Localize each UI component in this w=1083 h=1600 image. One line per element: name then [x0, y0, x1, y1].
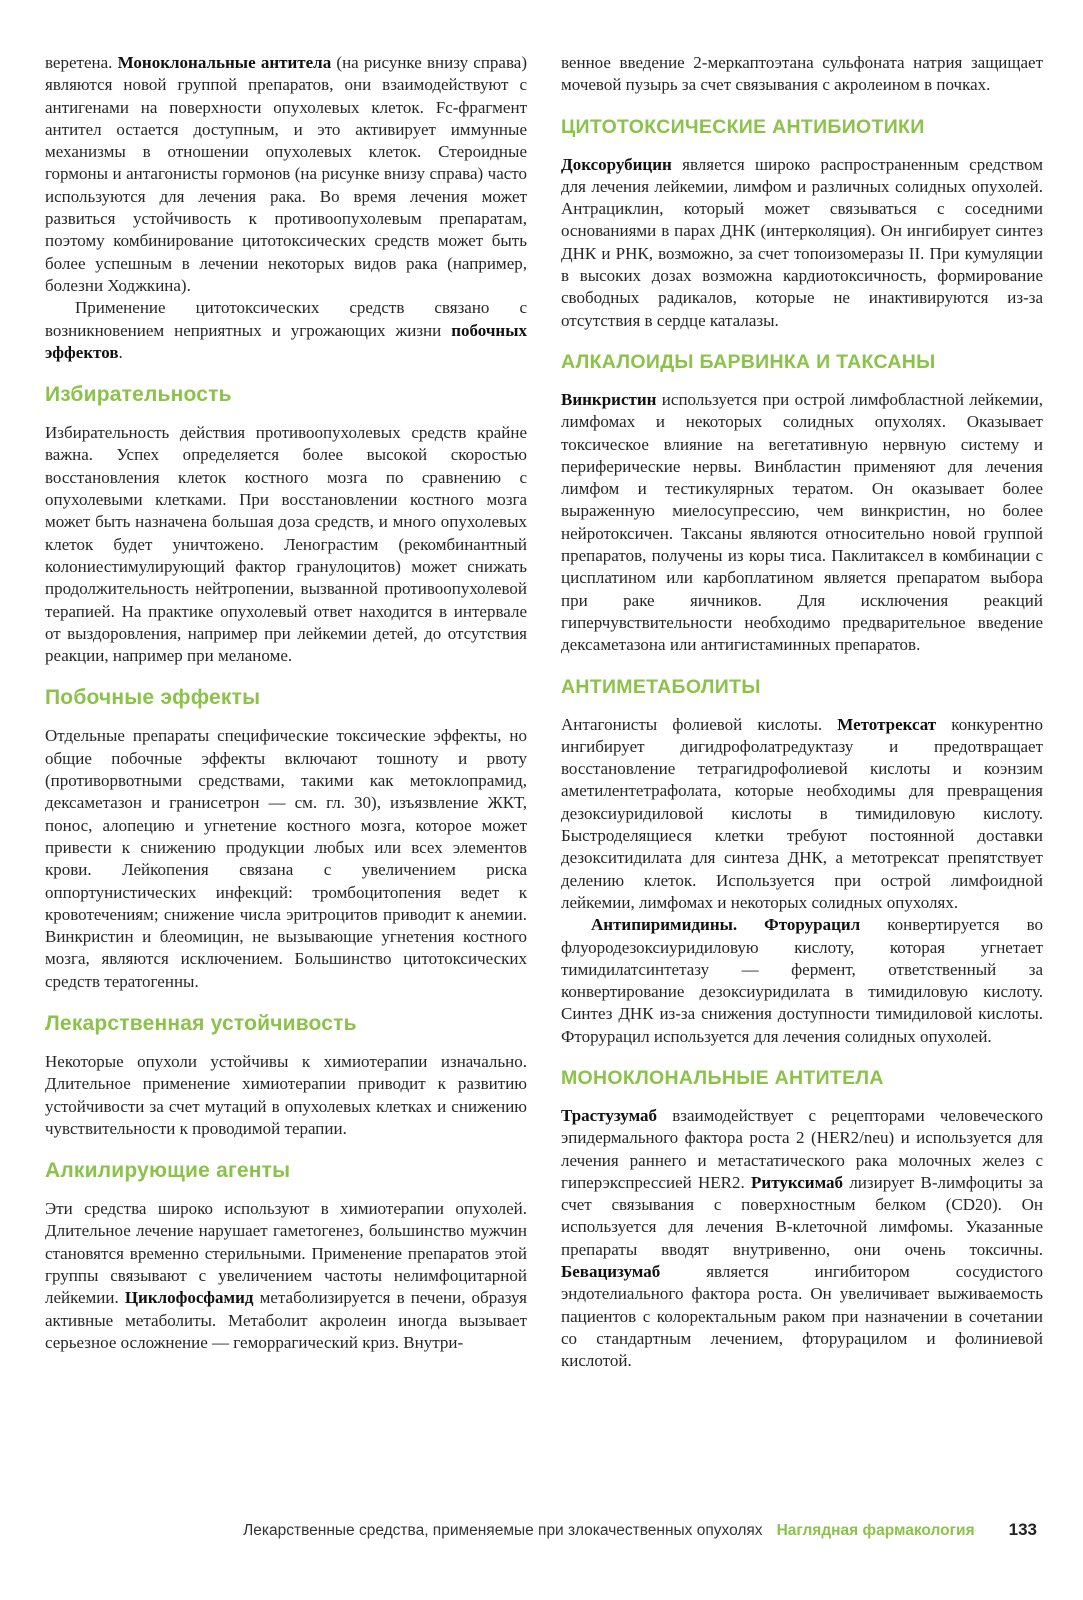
- paragraph-side-effects: Отдельные препараты специфические токсические эффекты, но общие побочные эффекты включают тошноту и рвоту (противорвотными средствами, такими как метоклопрамид, дексаметазон и гранисетрон — см. гл. 30), изъязвление ЖКТ, понос, алопецию и угнетение костного мозга, которое может привести к снижению продукции любых или всех элементов крови. Лейкопения связана с увеличением риска оппортунистических инфекций: тромбоцитопения ведет к кровотечениям; снижение числа эритроцитов приводит к анемии. Винкристин и блеомицин, не вызывающие угнетения костного мозга, являются исключением. Большинство цитотоксических средств тератогенны.: [45, 726, 527, 991]
- footer-chapter-title: Лекарственные средства, применяемые при злокачественных опухолях: [243, 1522, 763, 1539]
- paragraph-selectivity: Избирательность действия противоопухолевых средств крайне важна. Успех определяется более высокой скоростью восстановления клеток костного мозга по сравнению с опухолевыми клетками. При восстановлении костного мозга может быть назначена большая доза средств, и много опухолевых клеток будет уничтожено. Ленограстим (рекомбинантный колониестимулирующий фактор гранулоцитов) может снижать продолжительность нейтропении, вызванной противоопухолевой терапией. На практике опухолевый ответ находится в интервале от выздоровления, например при лейкемии детей, до отсутствия реакции, например при меланоме.: [45, 423, 527, 666]
- footer-book-title: Наглядная фармакология: [776, 1522, 975, 1539]
- bold-term: Моноклональные антитела: [117, 53, 332, 72]
- paragraph-antipyrimidines: Антипиримидины. Фторурацил конвертируется во флуородезоксиуридиловую кислоту, которая угнетает тимидилатсинтетазу — фермент, ответственный за конвертирование дезоксиуридилата в тимидиловую кислоту. Синтез ДНК из-за снижения доступности тимидиловой кислоты. Фторурацил используется для лечения солидных опухолей.: [561, 915, 1044, 1046]
- paragraph-side-effects-intro: Применение цитотоксических средств связано с возникновением неприятных и угрожающих жизни побочных эффектов.: [45, 298, 527, 362]
- bold-term: Винкристин: [561, 389, 657, 409]
- right-column: [561, 52, 1043, 1373]
- bold-term: Доксорубицин: [561, 154, 672, 174]
- page-footer: [0, 1520, 1037, 1540]
- heading-vinca-alkaloids: АЛКАЛОИДЫ БАРВИНКА И ТАКСАНЫ: [561, 350, 936, 373]
- bold-term: Ритуксимаб: [751, 1172, 844, 1192]
- paragraph-drug-resistance: Некоторые опухоли устойчивы к химиотерапии изначально. Длительное применение химиотерапии приводит к развитию устойчивости за счет мутаций в опухолевых клетках и снижению чувствительности к проводимой терапии.: [45, 1051, 527, 1138]
- paragraph-antifolates: Антагонисты фолиевой кислоты. Метотрексат конкурентно ингибирует дигидрофолатредуктазу и предотвращает восстановление тетрагидрофолиевой кислоты и коэнзим аметилентетрафолата, которые необходимы для превращения дезоксиуридиловой кислоты в тимидиловую кислоту. Быстроделящиеся клетки требуют постоянной доставки дезокситидилата для синтеза ДНК, а метотрексат препятствует делению клеток. Используется при острой лимфоидной лейкемии, лимфомах и некоторых солидных опухолях.: [561, 714, 1043, 912]
- bold-term: Циклофосфамид: [124, 1288, 254, 1308]
- paragraph-cytotoxic-antibiotics: Доксорубицин является широко распространенным средством для лечения лейкемии, лимфом и различных солидных опухолей. Антрациклин, который может связываться с соседними основаниями в парах ДНК (интерколяция). Он ингибирует синтез ДНК и РНК, возможно, за счет топоизомеразы II. При кумуляции в высоких дозах возможна кардиотоксичность, формирование свободных радикалов, которые не инактивируются из-за отсутствия в сердце каталазы.: [561, 154, 1043, 330]
- paragraph-vinca-alkaloids: Винкристин используется при острой лимфобластной лейкемии, лимфомах и некоторых солидных опухолях. Оказывает токсическое влияние на вегетативную нервную систему и периферические нервы. Винбластин применяют для лечения лимфом и тестикулярных тератом. Он оказывает более выраженную миелосупрессию, чем винкристин, но более нейротоксичен. Таксаны являются относительно новой группой препаратов, получены из коры тиса. Паклитаксел в комбинации с цисплатином или карбоплатином является препаратом выбора при раке яичников. Для исключения реакций гиперчувствительности необходимо предварительное введение дексаметазона или антигистаминных препаратов.: [561, 389, 1043, 655]
- heading-antimetabolites: АНТИМЕТАБОЛИТЫ: [561, 675, 761, 698]
- left-column: [45, 52, 527, 1354]
- heading-selectivity: Избирательность: [45, 383, 232, 407]
- heading-cytotoxic-antibiotics: ЦИТОТОКСИЧЕСКИЕ АНТИБИОТИКИ: [561, 115, 925, 138]
- paragraph-intro: веретена. Моноклональные антитела (на рисунке внизу справа) являются новой группой препаратов, они взаимодействуют с антигенами на поверхности опухолевых клеток. Fc-фрагмент антител остается доступным, и это активирует иммунные механизмы в отношении опухолевых клеток. Стероидные гормоны и антагонисты гормонов (на рисунке внизу справа) часто используются для лечения рака. Во время лечения может развиться устойчивость к противоопухолевым препаратам, поэтому комбинирование цитотоксических средств может быть более успешным в лечении некоторых видов рака (например, болезни Ходжкина).: [45, 53, 527, 295]
- bold-term: побочных эффектов: [45, 320, 527, 362]
- bold-term: Трастузумаб: [561, 1105, 658, 1125]
- bold-term: Бевацизумаб: [561, 1262, 661, 1282]
- bold-term: Антипиримидины.: [591, 915, 738, 935]
- heading-side-effects: Побочные эффекты: [45, 686, 261, 710]
- page-number: 133: [1008, 1520, 1037, 1539]
- paragraph-continuation: венное введение 2-меркаптоэтана сульфоната натрия защищает мочевой пузырь за счет связывания с акролеином в почках.: [561, 53, 1043, 95]
- paragraph-monoclonal-antibodies: Трастузумаб взаимодействует с рецепторами человеческого эпидермального фактора роста 2 (HER2/neu) и используется для лечения раннего и метастатического рака молочных желез с гиперэкспрессией HER2. Ритуксимаб лизирует В-лимфоциты за счет связывания с поверхностным белком (CD20). Он используется для лечения В-клеточной лимфомы. Указанные препараты вводят внутривенно, они очень токсичны. Бевацизумаб является ингибитором сосудистого эндотелиального фактора роста. Он увеличивает выживаемость пациентов с колоректальным раком при назначении в сочетании со стандартным лечением, фторурацилом и фолиниевой кислотой.: [561, 1105, 1043, 1371]
- heading-monoclonal-antibodies: МОНОКЛОНАЛЬНЫЕ АНТИТЕЛА: [561, 1066, 884, 1089]
- paragraph-alkylating-agents: Эти средства широко используют в химиотерапии опухолей. Длительное лечение нарушает гаметогенез, большинство мужчин становятся временно стерильными. Применение препаратов этой группы связывают с увеличением частоты нелимфоцитарной лейкемии. Циклофосфамид метаболизируется в печени, образуя активные метаболиты. Метаболит акролеин иногда вызывает серьезное осложнение — геморрагический криз. Внутри-: [45, 1199, 527, 1352]
- heading-drug-resistance: Лекарственная устойчивость: [45, 1011, 357, 1035]
- heading-alkylating-agents: Алкилирующие агенты: [45, 1159, 291, 1183]
- bold-term: Фторурацил: [764, 915, 861, 935]
- bold-term: Метотрексат: [837, 714, 937, 734]
